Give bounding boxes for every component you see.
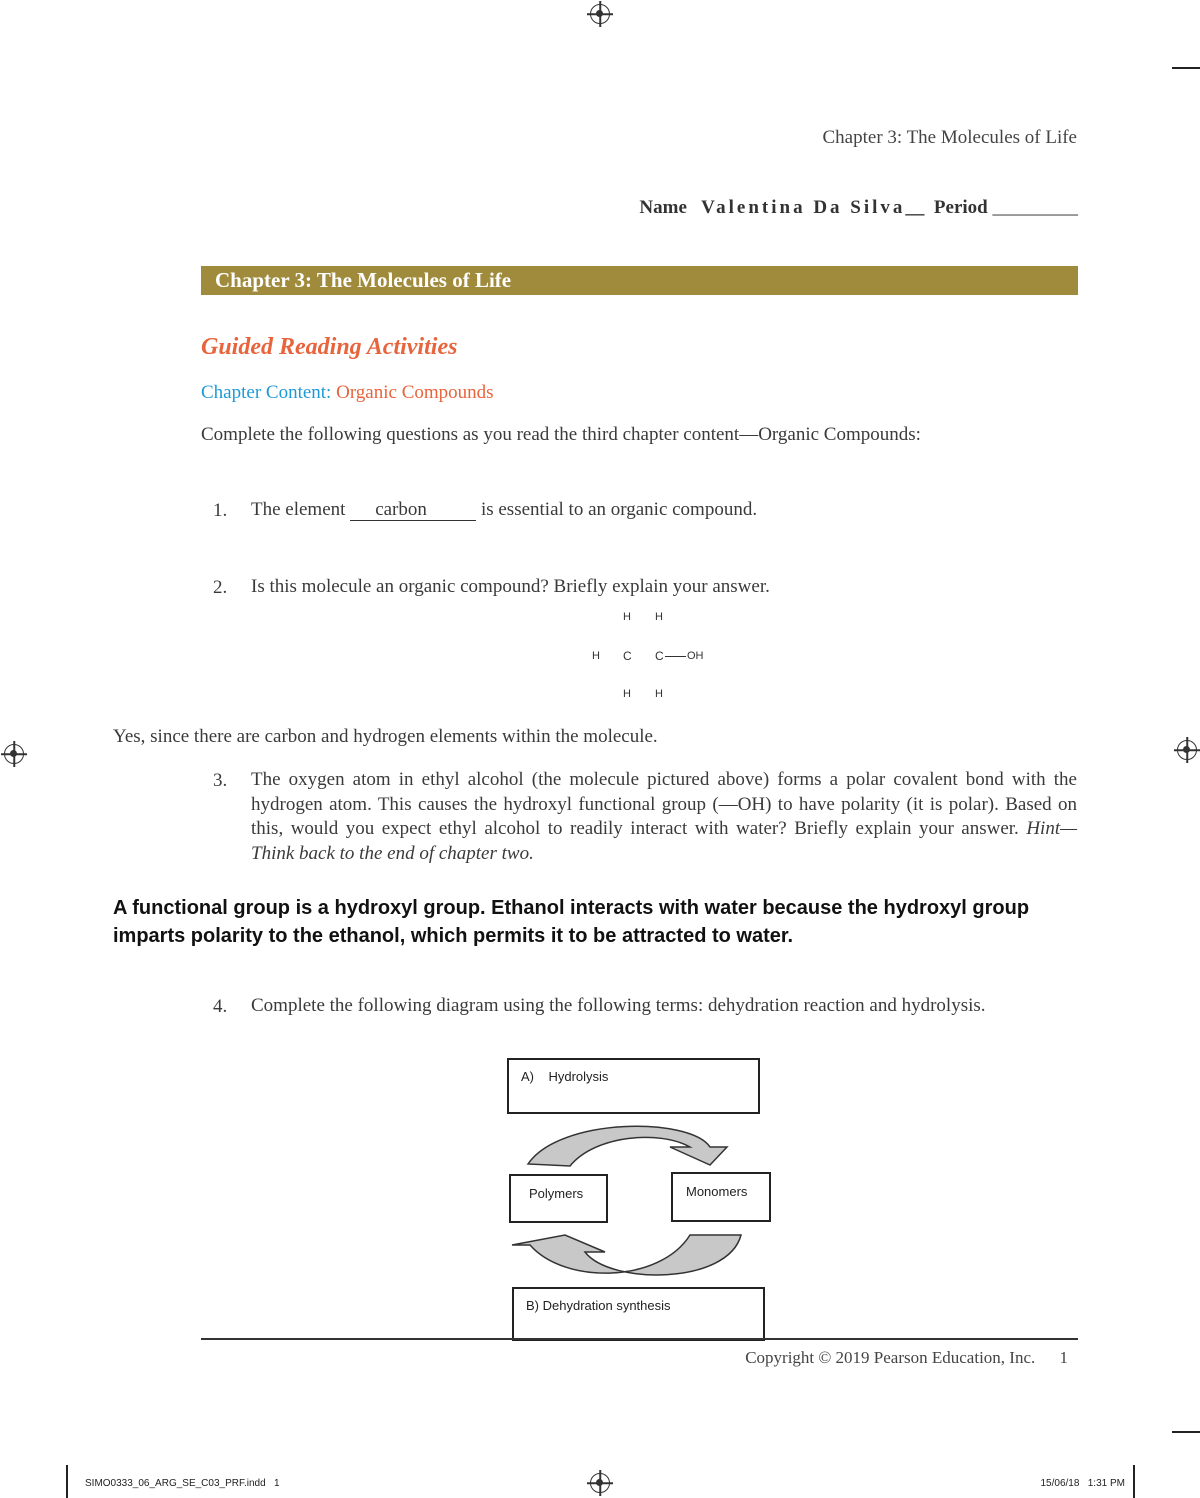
molecule-c: C (655, 649, 664, 663)
period-label: Period (933, 197, 988, 218)
answer-1-field[interactable] (350, 500, 476, 521)
question-2: Is this molecule an organic compound? Briefly explain your answer. (251, 576, 770, 597)
answer-2[interactable]: Yes, since there are carbon and hydrogen elements within the molecule. (113, 726, 658, 747)
crop-line (1133, 1465, 1135, 1498)
hydrolysis-arrow (528, 1126, 727, 1166)
crop-line (66, 1465, 68, 1498)
question-number: 3. (213, 770, 228, 791)
dehydration-label: B) Dehydration synthesis (526, 1298, 671, 1313)
registration-mark-icon (1177, 740, 1197, 760)
section-heading: Guided Reading Activities (201, 334, 458, 360)
name-blank: __ (905, 197, 925, 218)
question-3 (251, 768, 1077, 866)
monomers-box (671, 1172, 771, 1222)
name-line (639, 197, 1078, 219)
chapter-banner: Chapter 3: The Molecules of Life (201, 266, 1078, 295)
question-number: 4. (213, 996, 228, 1017)
footer (745, 1348, 1068, 1368)
registration-mark-icon (590, 4, 610, 24)
hydrolysis-box[interactable] (507, 1058, 760, 1114)
question-4: Complete the following diagram using the following terms: dehydration reaction and hydrolysis. (251, 995, 986, 1016)
molecule-h: H (623, 611, 631, 623)
name-label: Name (639, 197, 687, 218)
crop-line (1172, 67, 1200, 69)
answer-3[interactable]: A functional group is a hydroxyl group. Ethanol interacts with water because the hydroxyl group imparts polarity to the ethanol, which permits it to be attracted to water. (113, 897, 1030, 947)
file-slug: SIMO0333_06_ARG_SE_C03_PRF.indd 1 (85, 1478, 280, 1489)
dehydration-arrow (512, 1235, 741, 1275)
question-1 (251, 498, 757, 523)
period-field[interactable]: _________ (992, 197, 1078, 218)
question-1-after: is essential to an organic compound. (476, 499, 758, 520)
footer-rule (201, 1338, 1078, 1340)
molecule-h: H (592, 650, 600, 662)
name-value[interactable]: Valentina Da Silva (701, 197, 906, 218)
question-1-before: The element (251, 499, 351, 520)
question-number: 2. (213, 577, 228, 598)
molecule-bond (665, 656, 686, 657)
question-number: 1. (213, 500, 228, 521)
question-3-hint: Hint—Think back to the end of chapter two. (251, 818, 1078, 864)
registration-mark-icon (4, 744, 24, 764)
copyright: Copyright © 2019 Pearson Education, Inc. (745, 1348, 1036, 1367)
hydrolysis-label: A) Hydrolysis (521, 1069, 609, 1084)
molecule-diagram (585, 605, 725, 705)
crop-line (1172, 1431, 1200, 1433)
polymers-box (509, 1174, 608, 1223)
running-header: Chapter 3: The Molecules of Life (822, 127, 1077, 148)
answer-1: carbon (375, 499, 427, 520)
molecule-h: H (655, 611, 663, 623)
chapter-content-line (201, 382, 494, 404)
molecule-c: C (623, 649, 632, 663)
content-label: Chapter Content: (201, 382, 332, 403)
instructions: Complete the following questions as you read the third chapter content—Organic Compounds: (201, 424, 921, 445)
date-slug: 15/06/18 1:31 PM (1040, 1478, 1125, 1489)
molecule-h: H (655, 688, 663, 700)
registration-mark-icon (590, 1473, 610, 1493)
molecule-oh: OH (687, 650, 704, 662)
polymers-label: Polymers (529, 1186, 584, 1201)
dehydration-box[interactable] (512, 1287, 765, 1341)
page-number: 1 (1059, 1348, 1068, 1367)
monomers-label: Monomers (686, 1184, 748, 1199)
molecule-h: H (623, 688, 631, 700)
question-3-text: The oxygen atom in ethyl alcohol (the molecule pictured above) forms a polar covalent bond with the hydrogen atom. This causes the hydroxyl functional group (—OH) to have polarity (it is polar). Based on this, would you expect ethyl alcohol to readily interact with water? Briefly explain your answer. (251, 769, 1077, 839)
content-topic: Organic Compounds (336, 382, 494, 403)
